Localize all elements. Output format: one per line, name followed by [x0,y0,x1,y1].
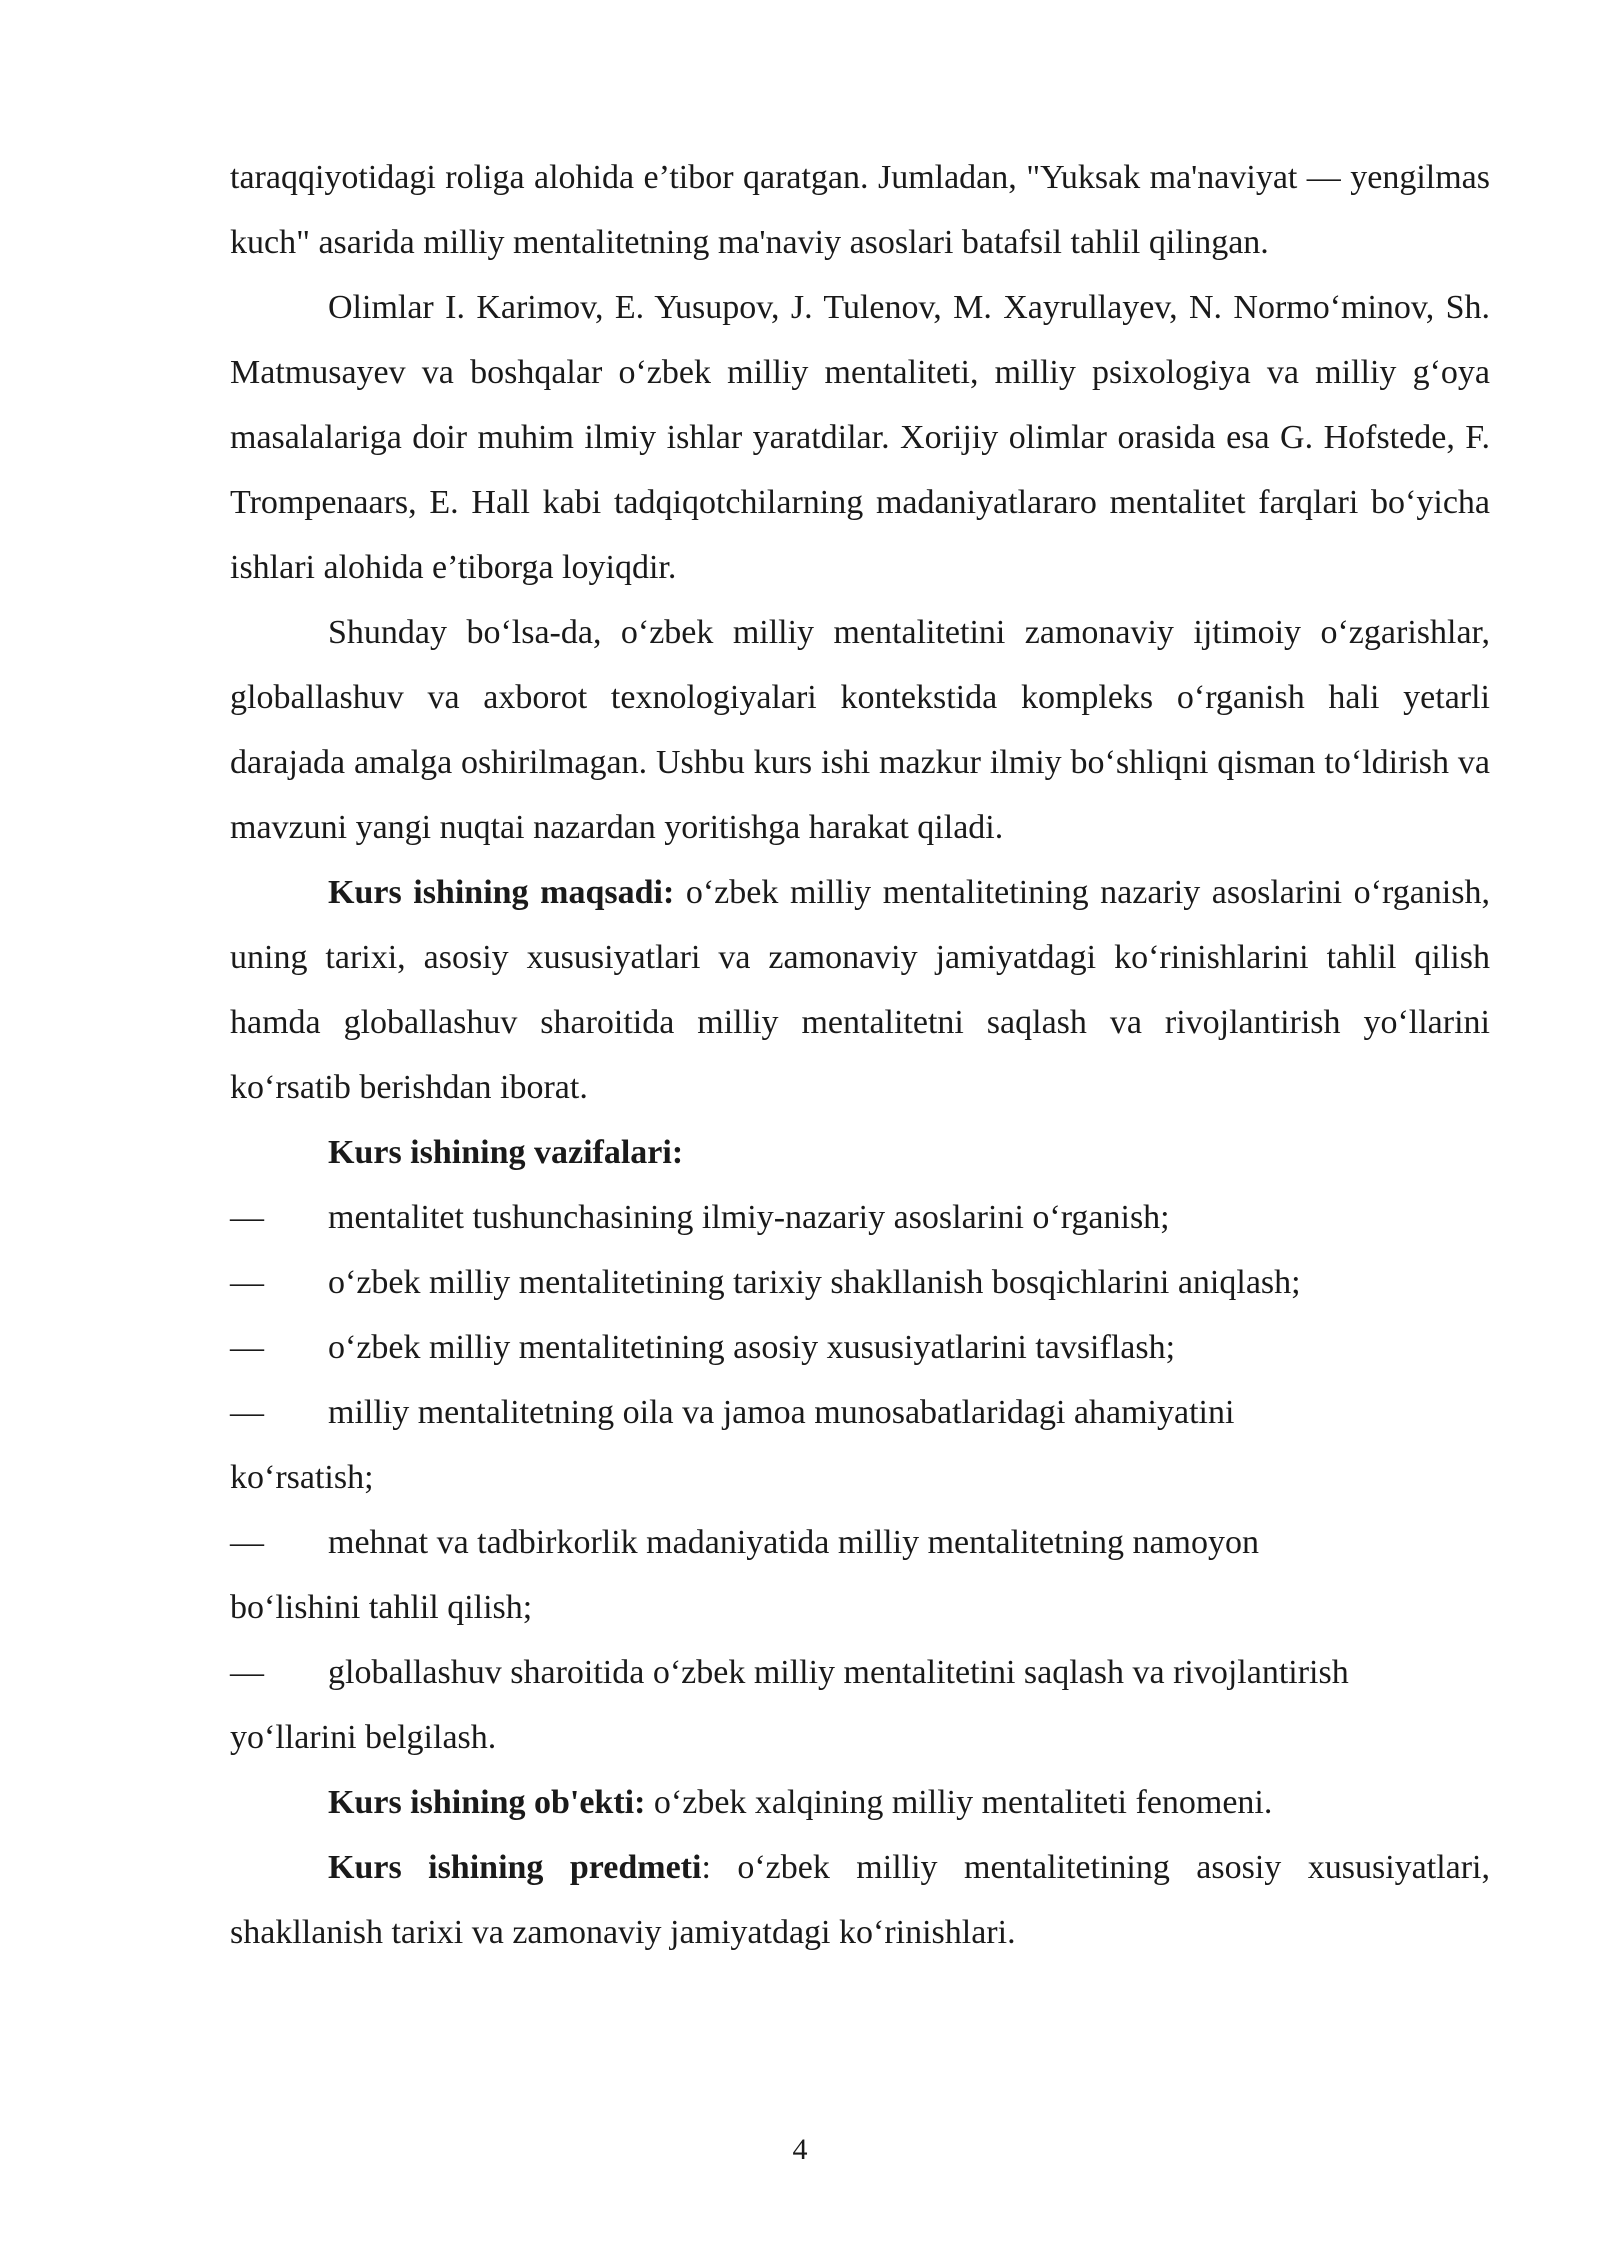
tasks-heading-paragraph [230,1120,1490,1185]
goal-text: o‘zbek milliy mentalitetining nazariy asoslarini o‘rganish, uning tarixi, asosiy xususiyatlari va zamonaviy jamiyatdagi ko‘rinishlarini tahlil qilish hamda globallashuv sharoitida milliy mentalitetni saqlash va rivojlantirish yo‘llarini ko‘rsatib berishdan iborat. [230,874,1490,1106]
task-text: mentalitet tushunchasining ilmiy-nazariy asoslarini o‘rganish; [328,1199,1170,1236]
dash-bullet: — [230,1264,264,1301]
task-text-continuation: bo‘lishini tahlil qilish; [230,1589,533,1626]
tasks-heading: Kurs ishining vazifalari: [328,1134,684,1171]
paragraph-scholars: Olimlar I. Karimov, E. Yusupov, J. Tulenov, M. Xayrullayev, N. Normo‘minov, Sh. Matmusayev va boshqalar o‘zbek milliy mentaliteti, milliy psixologiya va milliy g‘oya masalalariga doir muhim ilmiy ishlar yaratdilar. Xorijiy olimlar orasida esa G. Hofstede, F. Trompenaars, E. Hall kabi tadqiqotchilarning madaniyatlararo mentalitet farqlari bo‘yicha ishlari alohida e’tiborga loyiqdir. [230,289,1490,586]
task-text: globallashuv sharoitida o‘zbek milliy mentalitetini saqlash va rivojlantirish [328,1654,1349,1691]
task-item [230,1640,1490,1770]
task-text: o‘zbek milliy mentalitetining asosiy xususiyatlarini tavsiflash; [328,1329,1176,1366]
document-page [230,145,1490,1965]
subject-label: Kurs ishining predmeti [328,1849,702,1886]
paragraph-goal [230,860,1490,1120]
task-item [230,1185,1490,1250]
object-label: Kurs ishining ob'ekti: [328,1784,646,1821]
paragraph-intro-continuation: taraqqiyotidagi roliga alohida e’tibor qaratgan. Jumladan, "Yuksak ma'naviyat — yengilmas kuch" asarida milliy mentalitetning ma'naviy asoslari batafsil tahlil qilingan. [230,159,1490,261]
dash-bullet: — [230,1329,264,1366]
task-text: o‘zbek milliy mentalitetining tarixiy shakllanish bosqichlarini aniqlash; [328,1264,1301,1301]
paragraph-subject [230,1835,1490,1965]
tasks-list [230,1185,1490,1770]
subject-text: : o‘zbek milliy mentalitetining asosiy xususiyatlari, shakllanish tarixi va zamonaviy jamiyatdagi ko‘rinishlari. [230,1849,1490,1951]
paragraph-research-gap: Shunday bo‘lsa-da, o‘zbek milliy mentalitetini zamonaviy ijtimoiy o‘zgarishlar, globallashuv va axborot texnologiyalari kontekstida kompleks o‘rganish hali yetarli darajada amalga oshirilmagan. Ushbu kurs ishi mazkur ilmiy bo‘shliqni qisman to‘ldirish va mavzuni yangi nuqtai nazardan yoritishga harakat qiladi. [230,614,1490,846]
task-text: milliy mentalitetning oila va jamoa munosabatlaridagi ahamiyatini [328,1394,1235,1431]
task-item [230,1250,1490,1315]
task-item [230,1380,1490,1510]
task-text-continuation: yo‘llarini belgilash. [230,1719,497,1756]
object-text: o‘zbek xalqining milliy mentaliteti fenomeni. [645,1784,1273,1821]
dash-bullet: — [230,1654,264,1691]
task-item [230,1315,1490,1380]
dash-bullet: — [230,1394,264,1431]
goal-label: Kurs ishining maqsadi: [328,874,675,911]
dash-bullet: — [230,1524,264,1561]
page-number: 4 [792,2133,808,2166]
paragraph-object [230,1770,1490,1835]
dash-bullet: — [230,1199,264,1236]
task-text-continuation: ko‘rsatish; [230,1459,374,1496]
task-item [230,1510,1490,1640]
task-text: mehnat va tadbirkorlik madaniyatida milliy mentalitetning namoyon [328,1524,1259,1561]
